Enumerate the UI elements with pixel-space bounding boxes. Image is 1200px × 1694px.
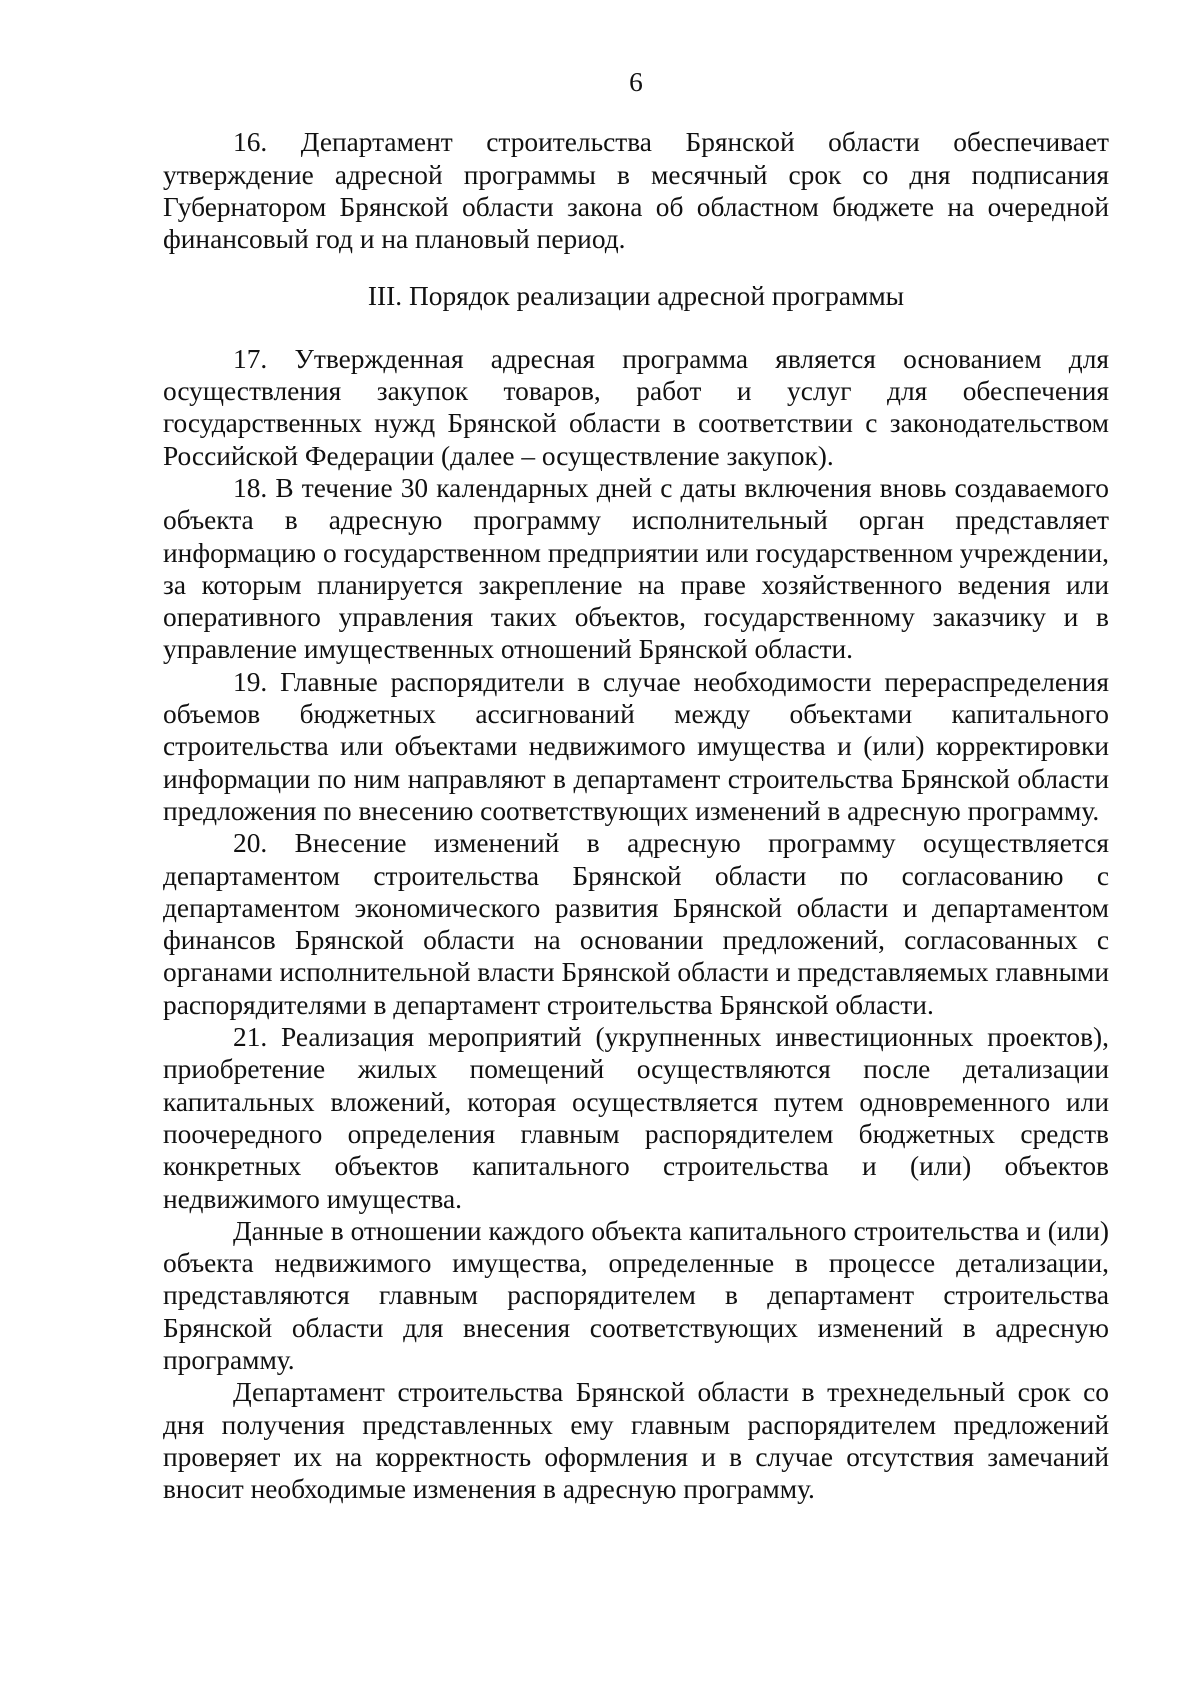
- paragraph-21: 21. Реализация мероприятий (укрупненных инвестиционных проектов), приобретение жилых помещений осуществляются после детализации капитальных вложений, которая осуществляется путем одновременного или поочередного определения главным распорядителем бюджетных средств конкретных объектов капитального строительства и (или) объектов недвижимого имущества.: [163, 1022, 1109, 1214]
- paragraph-20: 20. Внесение изменений в адресную программу осуществляется департаментом строительства Брянской области по согласованию с департаментом экономического развития Брянской области и департаментом финансов Брянской области на основании предложений, согласованных с органами исполнительной власти Брянской области и представляемых главными распорядителями в департамент строительства Брянской области.: [163, 828, 1109, 1020]
- paragraph-19: 19. Главные распорядители в случае необходимости перераспределения объемов бюджетных ассигнований между объектами капитального строительства или объектами недвижимого имущества и (или) корректировки информации по ним направляют в департамент строительства Брянской области предложения по внесению соответствующих изменений в адресную программу.: [163, 666, 1109, 826]
- paragraph-21-department: Департамент строительства Брянской области в трехнедельный срок со дня получения представленных ему главным распорядителем предложений проверяет их на корректность оформления и в случае отсутствия замечаний вносит необходимые изменения в адресную программу.: [163, 1377, 1109, 1505]
- paragraph-21-data: Данные в отношении каждого объекта капитального строительства и (или) объекта недвижимого имущества, определенные в процессе детализации, представляются главным распорядителем в департамент строительства Брянской области для внесения соответствующих изменений в адресную программу.: [163, 1215, 1109, 1375]
- document-body: [163, 66, 1109, 1505]
- page-number: 6: [629, 67, 643, 97]
- paragraph-17: 17. Утвержденная адресная программа является основанием для осуществления закупок товаров, работ и услуг для обеспечения государственных нужд Брянской области в соответствии с законодательством Российской Федерации (далее – осуществление закупок).: [163, 343, 1109, 471]
- paragraph-16: 16. Департамент строительства Брянской области обеспечивает утверждение адресной программы в месячный срок со дня подписания Губернатором Брянской области закона об областном бюджете на очередной финансовый год и на плановый период.: [163, 127, 1109, 255]
- paragraph-18: 18. В течение 30 календарных дней с даты включения вновь создаваемого объекта в адресную программу исполнительный орган представляет информацию о государственном предприятии или государственном учреждении, за которым планируется закрепление на праве хозяйственного ведения или оперативного управления таких объектов, государственному заказчику и в управление имущественных отношений Брянской области.: [163, 472, 1109, 665]
- section-heading: III. Порядок реализации адресной программы: [367, 281, 905, 312]
